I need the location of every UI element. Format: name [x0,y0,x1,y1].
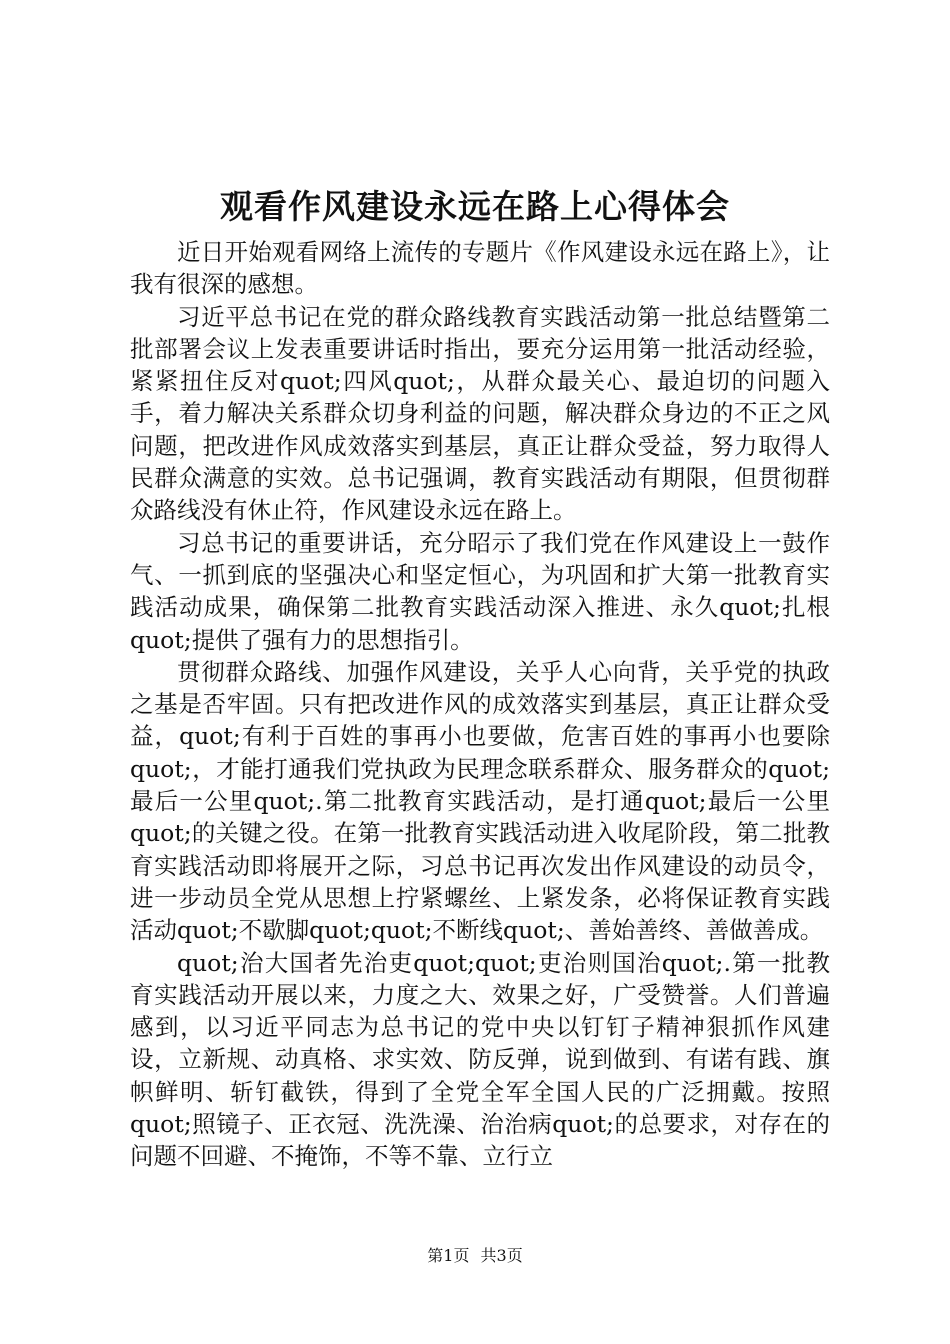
paragraph: 近日开始观看网络上流传的专题片《作风建设永远在路上》，让我有很深的感想。 [130,238,830,299]
page-total: 共3页 [480,1246,523,1265]
paragraph: 贯彻群众路线、加强作风建设，关乎人心向背，关乎党的执政之基是否牢固。只有把改进作风的成效落实到基层，真正让群众受益，quot;有利于百姓的事再小也要做，危害百姓的事再小也要除quot;，才能打通我们党执政为民理念联系群众、服务群众的quot;最后一公里quot;.第二批教育实践活动，是打通quot;最后一公里quot;的关键之役。在第一批教育实践活动进入收尾阶段，第二批教育实践活动即将展开之际，习总书记再次发出作风建设的动员令，进一步动员全党从思想上拧紧螺丝、上紧发条，必将保证教育实践活动quot;不歇脚quot;quot;不断线quot;、善始善终、善做善成。 [130,657,830,945]
paragraph: 习总书记的重要讲话，充分昭示了我们党在作风建设上一鼓作气、一抓到底的坚强决心和坚定恒心，为巩固和扩大第一批教育实践活动成果，确保第二批教育实践活动深入推进、永久quot;扎根quot;提供了强有力的思想指引。 [130,528,830,654]
paragraph: quot;治大国者先治吏quot;quot;吏治则国治quot;.第一批教育实践活动开展以来，力度之大、效果之好，广受赞誉。人们普遍感到，以习近平同志为总书记的党中央以钉钉子精神狠抓作风建设，立新规、动真格、求实效、防反弹，说到做到、有诺有践、旗帜鲜明、斩钉截铁，得到了全党全军全国人民的广泛拥戴。按照quot;照镜子、正衣冠、洗洗澡、治治病quot;的总要求，对存在的问题不回避、不掩饰，不等不靠、立行立 [130,948,830,1171]
document-body [130,236,830,1173]
page-footer [0,1244,950,1268]
document-title: 观看作风建设永远在路上心得体会 [220,187,730,226]
paragraph: 习近平总书记在党的群众路线教育实践活动第一批总结暨第二批部署会议上发表重要讲话时指出，要充分运用第一批活动经验，紧紧扭住反对quot;四风quot;，从群众最关心、最迫切的问题入手，着力解决关系群众切身利益的问题，解决群众身边的不正之风问题，把改进作风成效落实到基层，真正让群众受益，努力取得人民群众满意的实效。总书记强调，教育实践活动有期限，但贯彻群众路线没有休止符，作风建设永远在路上。 [130,302,830,525]
page-number: 第1页 [427,1246,470,1265]
